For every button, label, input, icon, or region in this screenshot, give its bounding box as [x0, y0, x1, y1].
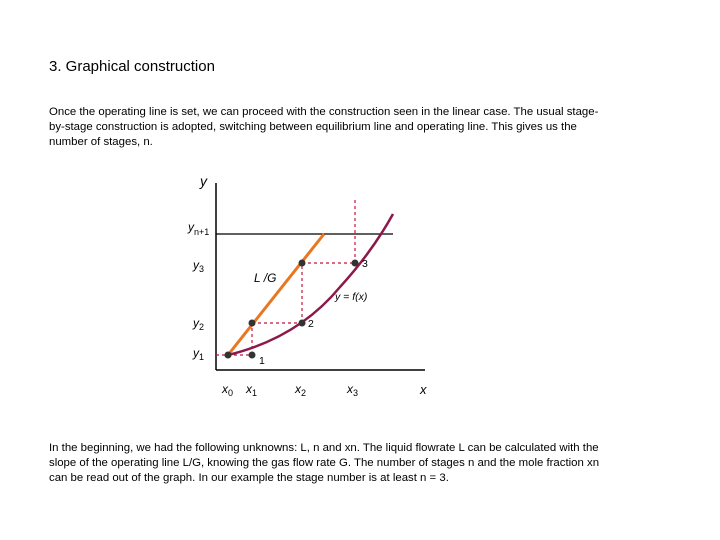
stage-label-3: 3 — [362, 258, 368, 270]
operating-line-label: L /G — [254, 271, 277, 285]
point-stage3 — [352, 260, 359, 267]
point-stage3-operating — [299, 260, 306, 267]
y-tick-1-sub: 1 — [199, 352, 205, 362]
x-tick-3-base: x — [347, 382, 353, 396]
y-tick-2-base: y — [193, 316, 199, 330]
intro-paragraph: Once the operating line is set, we can proceed with the construction seen in the linear case. The usual stage-by-stage construction is adopted, switching between equilibrium line and operating line. This gives us the number of stages, n. — [49, 106, 599, 148]
x-tick-0-base: x — [222, 382, 228, 396]
stage-label-2: 2 — [308, 318, 314, 330]
stage-label-1: 1 — [259, 355, 265, 367]
point-stage1 — [249, 352, 256, 359]
y-tick-1-base: y — [193, 346, 199, 360]
y-tick-3-base: y — [193, 258, 199, 272]
y-axis-label: y — [200, 173, 207, 189]
point-x0-y1 — [225, 352, 232, 359]
x-axis-label: x — [420, 382, 427, 397]
x-tick-1 — [245, 382, 257, 398]
equilibrium-curve — [228, 214, 393, 355]
y-tick-2 — [192, 316, 204, 332]
y-tick-3-sub: 3 — [199, 264, 205, 274]
x-tick-2-base: x — [295, 382, 301, 396]
y-tick-3 — [192, 258, 204, 274]
y-tick-n1 — [187, 220, 209, 237]
point-stage2-operating — [249, 320, 256, 327]
y-tick-n1-base: y — [188, 220, 194, 234]
equilibrium-label: y = f(x) — [335, 291, 368, 303]
x-tick-3-sub: 3 — [353, 388, 359, 398]
y-tick-2-sub: 2 — [199, 322, 205, 332]
conclusion-paragraph: In the beginning, we had the following unknowns: L, n and xn. The liquid flowrate L can be calculated with the slope of the operating line L/G, knowing the gas flow rate G. The number of stages n and the mole fraction xn can be read out of the graph. In our example the stage number is at least n = 3. — [49, 442, 600, 484]
x-tick-2 — [294, 382, 306, 398]
x-tick-2-sub: 2 — [301, 388, 307, 398]
y-tick-1 — [192, 346, 204, 362]
x-tick-1-sub: 1 — [252, 388, 258, 398]
x-tick-0-sub: 0 — [228, 388, 234, 398]
slide-heading: 3. Graphical construction — [49, 58, 215, 75]
x-tick-1-base: x — [246, 382, 252, 396]
point-stage2 — [299, 320, 306, 327]
x-tick-0 — [221, 382, 233, 398]
y-tick-n1-sub: n+1 — [194, 227, 210, 237]
x-tick-3 — [346, 382, 358, 398]
